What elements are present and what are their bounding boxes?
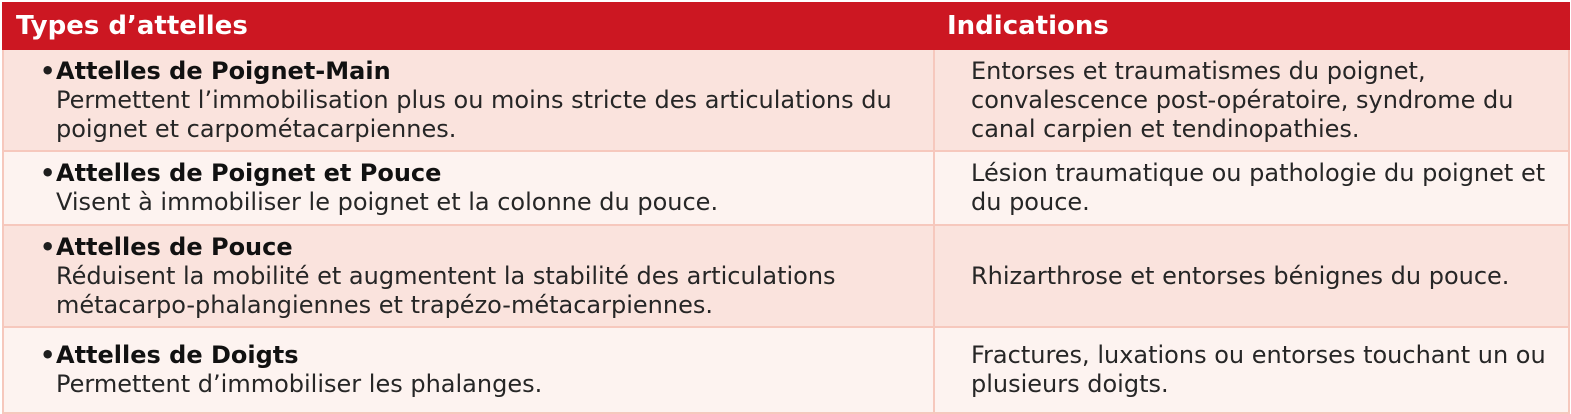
bullet-icon: • [40,232,56,261]
indication-cell: Fractures, luxations ou entorses touchant un ou plusieurs doigts. [934,327,1569,413]
type-name: Attelles de Pouce [56,232,293,261]
type-name: Attelles de Poignet-Main [56,56,391,85]
type-cell [3,151,934,225]
type-description: Permettent d’immobiliser les phalanges. [56,370,543,398]
indication-cell: Lésion traumatique ou pathologie du poignet et du pouce. [934,151,1569,225]
indication-cell: Rhizarthrose et entorses bénignes du pouce. [934,225,1569,327]
indication-cell: Entorses et traumatismes du poignet, convalescence post-opératoire, syndrome du canal carpien et tendinopathies. [934,49,1569,151]
type-name: Attelles de Poignet et Pouce [56,159,442,187]
header-types: Types d’attelles [3,3,934,49]
header-indications: Indications [934,3,1569,49]
bullet-icon: • [40,159,56,187]
type-description: Visent à immobiliser le poignet et la colonne du pouce. [56,188,719,216]
type-cell [3,327,934,413]
bullet-icon: • [40,56,56,85]
bullet-icon: • [40,341,56,369]
type-name: Attelles de Doigts [56,341,299,369]
table-row [3,49,1569,151]
type-cell [3,49,934,151]
table-row [3,151,1569,225]
type-description: Permettent l’immobilisation plus ou moins stricte des articulations du poignet et carpométacarpiennes. [56,85,892,143]
type-cell [3,225,934,327]
table-row [3,327,1569,413]
type-description: Réduisent la mobilité et augmentent la stabilité des articulations métacarpo-phalangiennes et trapézo-métacarpiennes. [56,261,836,319]
splint-types-table [2,2,1570,414]
table-row [3,225,1569,327]
table-header-row [3,3,1569,49]
